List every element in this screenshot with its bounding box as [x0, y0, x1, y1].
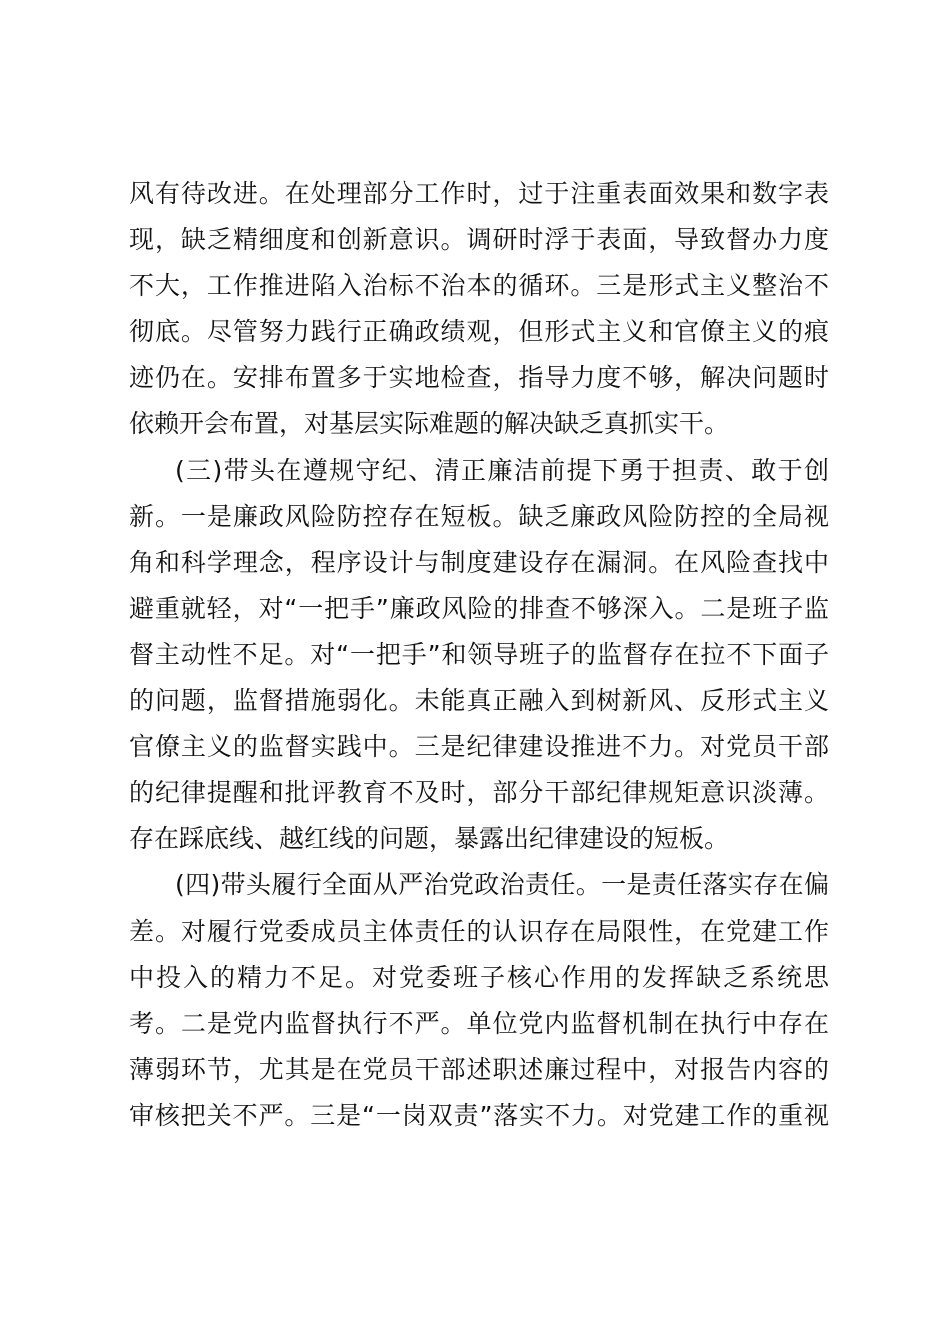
text-line: 官僚主义的监督实践中。三是纪律建设推进不力。对党员干部 — [129, 732, 829, 762]
text-line: 考。二是党内监督执行不严。单位党内监督机制在执行中存在 — [129, 1008, 829, 1038]
text-line: 新。一是廉政风险防控存在短板。缺乏廉政风险防控的全局视 — [129, 501, 829, 531]
text-line: 现，缺乏精细度和创新意识。调研时浮于表面，导致督办力度 — [129, 225, 829, 255]
text-line: 避重就轻，对“一把手”廉政风险的排查不够深入。二是班子监 — [129, 593, 829, 623]
section-heading-line: (三)带头在遵规守纪、清正廉洁前提下勇于担责、敢于创 — [175, 455, 829, 485]
body-text — [129, 171, 829, 1139]
text-line: 薄弱环节，尤其是在党员干部述职述廉过程中，对报告内容的 — [129, 1054, 829, 1084]
text-line: 迹仍在。安排布置多于实地检查，指导力度不够，解决问题时 — [129, 363, 829, 393]
text-line: 彻底。尽管努力践行正确政绩观，但形式主义和官僚主义的痕 — [129, 317, 829, 347]
text-line: 中投入的精力不足。对党委班子核心作用的发挥缺乏系统思 — [129, 962, 829, 992]
text-line: 依赖开会布置，对基层实际难题的解决缺乏真抓实干。 — [129, 409, 730, 439]
text-line: 存在踩底线、越红线的问题，暴露出纪律建设的短板。 — [129, 824, 730, 854]
section-heading-line: (四)带头履行全面从严治党政治责任。一是责任落实存在偏 — [175, 870, 829, 900]
text-line: 角和科学理念，程序设计与制度建设存在漏洞。在风险查找中 — [129, 547, 829, 577]
text-line: 审核把关不严。三是“一岗双责”落实不力。对党建工作的重视 — [129, 1100, 829, 1130]
text-line: 督主动性不足。对“一把手”和领导班子的监督存在拉不下面子 — [129, 639, 829, 669]
text-line: 的问题，监督措施弱化。未能真正融入到树新风、反形式主义 — [129, 686, 829, 716]
text-line: 风有待改进。在处理部分工作时，过于注重表面效果和数字表 — [129, 179, 829, 208]
text-line: 的纪律提醒和批评教育不及时，部分干部纪律规矩意识淡薄。 — [129, 778, 829, 808]
text-line: 差。对履行党委成员主体责任的认识存在局限性，在党建工作 — [129, 916, 829, 946]
text-line: 不大，工作推进陷入治标不治本的循环。三是形式主义整治不 — [129, 271, 829, 301]
